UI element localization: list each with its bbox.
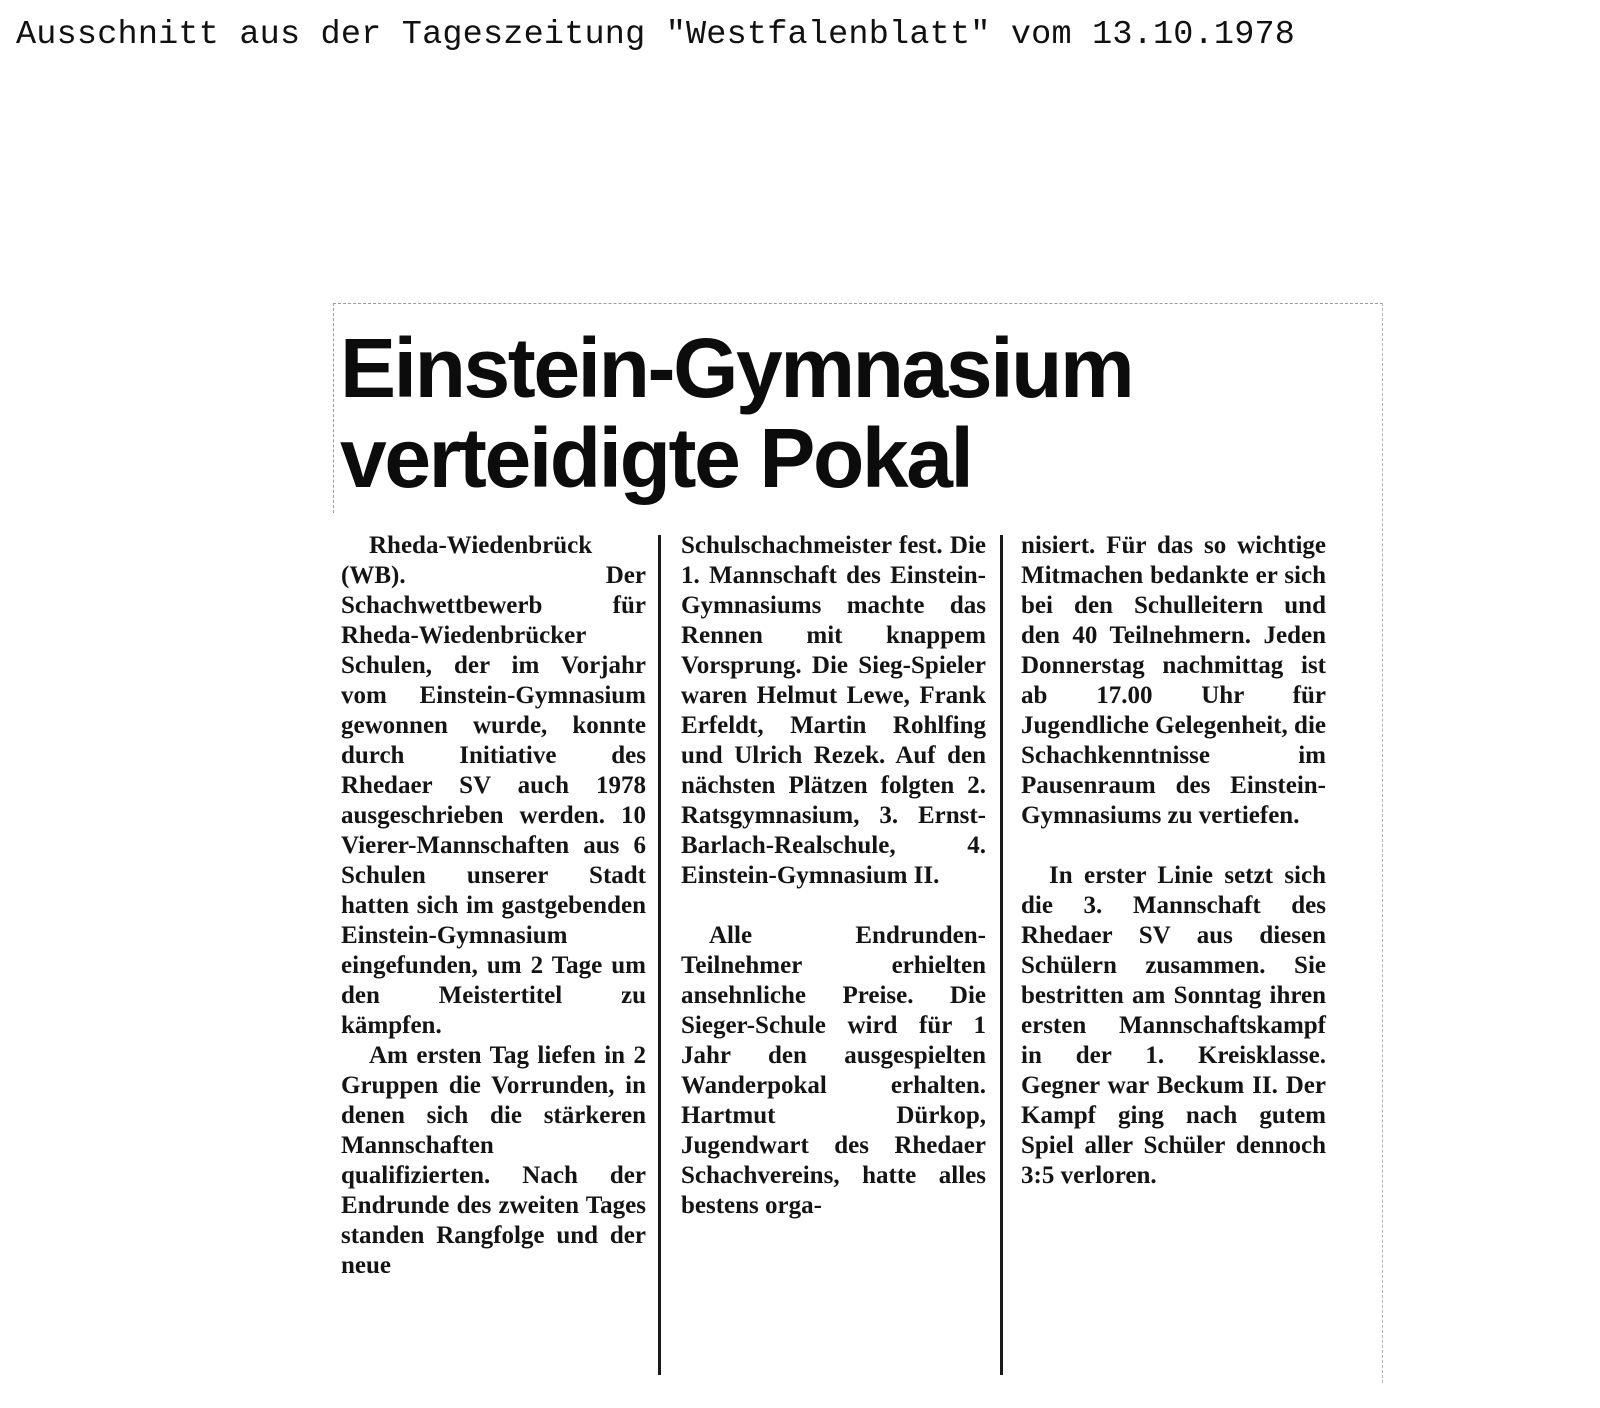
article-column-1 bbox=[341, 531, 646, 1281]
column-rule bbox=[658, 535, 661, 1375]
article-column-2 bbox=[681, 531, 986, 1221]
article-column-3 bbox=[1021, 531, 1326, 1191]
clipping-right-edge bbox=[1382, 303, 1383, 1383]
article-paragraph: Am ersten Tag liefen in 2 Gruppen die Vorrunden, in denen sich die stärkeren Mannschaften qualifizierten. Nach der Endrunde des zweiten Tages standen Rangfolge und der neue bbox=[341, 1042, 646, 1279]
article-paragraph: nisiert. Für das so wichtige Mitmachen bedankte er sich bei den Schulleitern und den 40 Teilnehmern. Jeden Donnerstag nachmittag ist ab 17.00 Uhr für Jugendliche Gelegenheit, die Schachkenntnisse im Pausenraum des Einstein-Gymnasiums zu vertiefen. bbox=[1021, 532, 1326, 829]
article-paragraph: In erster Linie setzt sich die 3. Mannschaft des Rhedaer SV aus diesen Schülern zusammen. Sie bestritten am Sonntag ihren ersten Mannschaftskampf in der 1. Kreisklasse. Gegner war Beckum II. Der Kampf ging nach gutem Spiel aller Schüler dennoch 3:5 verloren. bbox=[1021, 862, 1326, 1189]
paragraph-text: Der Schachwettbewerb für Rheda-Wiedenbrücker Schulen, der im Vorjahr vom Einstein-Gymnasium gewonnen wurde, konnte durch Initiative des Rhedaer SV auch 1978 ausgeschrieben werden. 10 Vierer-Mannschaften aus 6 Schulen unserer Stadt hatten sich im gastgebenden Einstein-Gymnasium eingefunden, um 2 Tage um den Meistertitel zu kämpfen. bbox=[341, 562, 646, 1039]
headline-line-1: Einstein-Gymnasium bbox=[340, 321, 1133, 415]
column-rule bbox=[1000, 535, 1003, 1375]
newspaper-clipping bbox=[333, 303, 1383, 1403]
article-paragraph: Schulschachmeister fest. Die 1. Mannschaft des Einstein-Gymnasiums machte das Rennen mit knappem Vorsprung. Die Sieg-Spieler waren Helmut Lewe, Frank Erfeldt, Martin Rohlfing und Ulrich Rezek. Auf den nächsten Plätzen folgten 2. Ratsgymnasium, 3. Ernst-Barlach-Realschule, 4. Einstein-Gymnasium II. bbox=[681, 532, 986, 889]
article-paragraph bbox=[341, 531, 646, 1041]
headline-line-2: verteidigte Pokal bbox=[340, 411, 972, 505]
article-headline bbox=[340, 323, 1132, 503]
clipping-left-edge bbox=[333, 303, 334, 513]
article-dateline: Rheda-Wiedenbrück (WB). bbox=[341, 532, 593, 589]
clipping-top-edge bbox=[333, 303, 1383, 304]
clipping-caption: Ausschnitt aus der Tageszeitung "Westfalenblatt" vom 13.10.1978 bbox=[16, 16, 1296, 54]
article-paragraph: Alle Endrunden-Teilnehmer erhielten ansehnliche Preise. Die Sieger-Schule wird für 1 Jahr den ausgespielten Wanderpokal erhalten. Hartmut Dürkop, Jugendwart des Rhedaer Schachvereins, hatte alles bestens orga- bbox=[681, 922, 986, 1219]
